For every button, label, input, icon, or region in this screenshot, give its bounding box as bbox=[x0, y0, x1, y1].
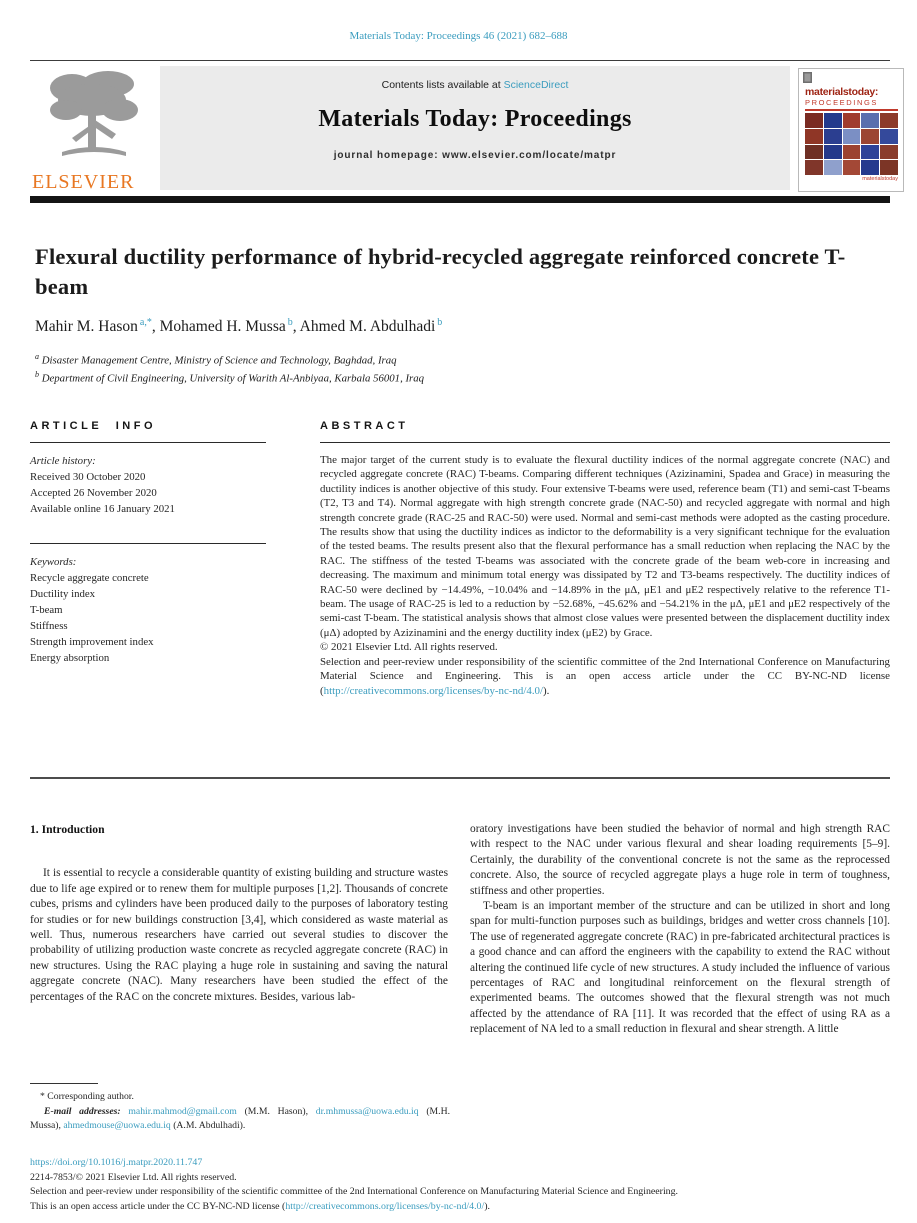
author-separator: , bbox=[292, 318, 300, 335]
intro-paragraph: It is essential to recycle a considerable quantity of existing building and structure wastes due to life age expired or to renew them for multiple purposes [1,2]. Thousands of concrete cubes, prisms and cylinders have been produced daily to the purposes of laboratory testing for studies or for new buildings construction [3,4], which considered as waste material as well. Thus, numerous researchers have carried out several studies to discover the probability of utilizing production waste concrete as recycled aggregate concrete (RAC) in new structures. Using the RAC playing a huge role in sustaining and saving the natural aggregate concrete (NAC). Many researchers have been studied the effect of the percentages of the RAC on the concrete mixtures. Besides, various lab- bbox=[30, 867, 448, 1003]
article-info-column bbox=[30, 420, 266, 666]
cover-series: PROCEEDINGS bbox=[805, 98, 879, 107]
top-rule bbox=[30, 60, 890, 61]
abstract-selection-note bbox=[320, 655, 890, 698]
corresponding-author-note: * Corresponding author. bbox=[40, 1091, 134, 1102]
page-footer bbox=[30, 1156, 890, 1214]
intro-paragraph: T-beam is an important member of the structure and can be utilized in short and long span for multi-function purposes such as buildings, bridges and wetter cross channels [10]. The use of regenerated aggregate concrete (RAC) in pre-fabricated architectural practices is a good chance and can afford the engineers with the capability to extend the RAC without altering the continued life cycle of new structures. A study included the influence of various percentages of RAC and longitudinal reinforcement on the flexural strength of experimented beams. The outcomes showed that the flexural strength was not much affected by the attendance of RA [11]. It was recorded that the effect of using RA as a replacement of NA led to a small reduction in flexural and shear strength. A little bbox=[470, 900, 890, 1036]
email-owner: (M.H. Mussa), bbox=[30, 1105, 451, 1132]
keyword: T-beam bbox=[30, 604, 63, 617]
cover-tile bbox=[880, 113, 898, 128]
history-line: Available online 16 January 2021 bbox=[30, 502, 175, 515]
cover-brand: materialstoday: bbox=[805, 86, 879, 98]
cover-tile bbox=[880, 145, 898, 160]
abstract-heading: ABSTRACT bbox=[320, 420, 409, 432]
title-block bbox=[35, 242, 870, 388]
keyword: Energy absorption bbox=[30, 651, 110, 664]
cover-caption: materialstoday bbox=[862, 176, 898, 182]
cover-tile bbox=[843, 160, 861, 175]
cover-tile bbox=[843, 129, 861, 144]
abstract-bottom-rule bbox=[30, 777, 890, 779]
history-line: Accepted 26 November 2020 bbox=[30, 486, 157, 499]
footnote-rule bbox=[30, 1083, 98, 1084]
abstract-copyright: © 2021 Elsevier Ltd. All rights reserved. bbox=[320, 641, 498, 654]
email-link[interactable]: dr.mhmussa@uowa.edu.iq bbox=[315, 1105, 419, 1117]
cover-tile bbox=[805, 145, 823, 160]
body-column-left bbox=[30, 822, 448, 1005]
journal-header bbox=[30, 64, 898, 196]
cover-tile bbox=[805, 113, 823, 128]
email-addresses bbox=[30, 1105, 450, 1134]
cover-tile bbox=[861, 129, 879, 144]
sciencedirect-link[interactable]: ScienceDirect bbox=[503, 79, 569, 91]
author-affil-sup[interactable]: a,* bbox=[139, 316, 152, 328]
footer-license-prefix: This is an open access article under the CC BY-NC-ND license ( bbox=[30, 1200, 286, 1212]
author-name: Mohamed H. Mussa bbox=[159, 318, 286, 335]
cover-tile bbox=[843, 145, 861, 160]
author-name: Mahir M. Hason bbox=[35, 318, 138, 335]
affiliations bbox=[35, 351, 870, 388]
email-owner: (A.M. Abdulhadi). bbox=[170, 1120, 246, 1132]
cover-tile bbox=[824, 160, 842, 175]
section-heading-introduction: 1. Introduction bbox=[30, 823, 105, 836]
intro-paragraph-continued: oratory investigations have been studied the behavior of normal and high strength RAC with respect to the NAC under various flexural and shear loading requirements [5–9]. Certainly, the durability of the conventional concrete is not the same as the reprocessed concrete. Also, the source of recycled aggregate plays a huge role in term of toughness, stiffness and other properties. bbox=[470, 823, 890, 897]
email-owner: (M.M. Hason), bbox=[236, 1105, 316, 1117]
affiliation-sup: b bbox=[35, 370, 39, 380]
history-line: Received 30 October 2020 bbox=[30, 470, 146, 483]
issn-copyright-line: 2214-7853/© 2021 Elsevier Ltd. All rights reserved. bbox=[30, 1171, 237, 1183]
contents-line bbox=[160, 79, 790, 91]
cover-tile bbox=[843, 113, 861, 128]
journal-banner bbox=[160, 66, 790, 190]
journal-homepage: journal homepage: www.elsevier.com/locate/matpr bbox=[333, 150, 617, 161]
footer-license-link[interactable]: http://creativecommons.org/licenses/by-nc-nd/4.0/ bbox=[285, 1200, 485, 1212]
cover-mosaic bbox=[805, 113, 898, 175]
keywords-label: Keywords: bbox=[30, 556, 77, 569]
author-footnote bbox=[30, 1083, 450, 1134]
author-separator: , bbox=[151, 318, 160, 335]
article-info-rule bbox=[30, 442, 266, 443]
abstract-rule bbox=[320, 442, 890, 443]
keyword: Ductility index bbox=[30, 588, 96, 601]
contents-prefix: Contents lists available at bbox=[381, 79, 504, 91]
cover-tile bbox=[824, 145, 842, 160]
cover-tile bbox=[805, 160, 823, 175]
keyword: Stiffness bbox=[30, 619, 68, 632]
elsevier-wordmark: ELSEVIER bbox=[32, 171, 135, 193]
author-affil-sup[interactable]: b bbox=[437, 316, 443, 328]
cover-tile bbox=[824, 113, 842, 128]
selection-suffix: ). bbox=[543, 684, 550, 697]
article-history-label: Article history: bbox=[30, 455, 96, 467]
cover-tile bbox=[861, 113, 879, 128]
keywords-rule bbox=[30, 543, 266, 544]
cover-tile bbox=[880, 129, 898, 144]
email-link[interactable]: ahmedmouse@uowa.edu.iq bbox=[63, 1120, 171, 1132]
affiliation-line bbox=[35, 369, 870, 387]
author-line bbox=[35, 317, 870, 336]
keyword: Recycle aggregate concrete bbox=[30, 572, 149, 585]
body-column-right bbox=[470, 822, 890, 1038]
footer-license-line bbox=[30, 1200, 890, 1215]
cover-tile bbox=[861, 160, 879, 175]
selection-text: Selection and peer-review under responsibility of the scientific committee of the 2nd International Conference on Manufacturing Material Science and Engineering. This is an open access article under the CC BY-NC-ND license ( bbox=[320, 655, 890, 697]
journal-cover-thumbnail[interactable] bbox=[798, 68, 904, 192]
cover-tile bbox=[824, 129, 842, 144]
footer-selection-line: Selection and peer-review under responsibility of the scientific committee of the 2nd International Conference on Manufacturing Material Science and Engineering. bbox=[30, 1186, 679, 1198]
header-separator-bar bbox=[30, 196, 890, 203]
keyword: Strength improvement index bbox=[30, 635, 154, 648]
cover-tile bbox=[880, 160, 898, 175]
email-label: E-mail addresses: bbox=[44, 1105, 129, 1117]
abstract-text: The major target of the current study is to evaluate the flexural ductility indices of the normal aggregate concrete (NAC) and recycled aggregate concrete (RAC) T-beams. Comparing different techniques (Azizinamini, Spadea and Grace) in measuring the ductility indices is another objective of this study. Four extensive T-beams were used, reference beam (T1) and semi-cast T-beams (T2, T3 and T4). Normal aggregate with high strength concrete grade (NAC-50) and recycled aggregate with normal and high strength concrete grade (RAC-25 and RAC-50) were used. Normal and semi-cast methods were adopted as the casting procedure. The results show that using the ductility indices as indictor to the deformability is a very significant technique for the evaluation of the tested beams. The results present also that the flexural performance has a small reduction when replacing the NAC by the RAC. The stiffness of the tested T-beams was associated with the concrete grade of the beam web-core in increasing and decreasing. The maximum and minimum total energy was dissipated by T2 and T3-beams respectively. The ductility indices of RAC-50 were declined by −14.49%, −10.04% and −14.89% in the μΔ, μE1 and μE2 respectively relative to the reference T1-beam. The usage of RAC-25 is led to a reduction by −52.68%, −45.62% and −54.21% in the μΔ, μE1 and μE2 respectively of the semi-cast T-beam. The statistical analysis shows that almost close values were presented between the displacement ductility index (μΔ) adopted by Azizinamini and the energy ductility index (μE2) by Grace. bbox=[320, 454, 890, 639]
email-link[interactable]: mahir.mahmod@gmail.com bbox=[128, 1105, 237, 1117]
footer-license-suffix: ). bbox=[484, 1200, 490, 1212]
cover-tile bbox=[861, 145, 879, 160]
affiliation-text: Department of Civil Engineering, University of Warith Al-Anbiyaa, Karbala 56001, Iraq bbox=[39, 372, 425, 385]
page-title: Flexural ductility performance of hybrid-recycled aggregate reinforced concrete T-beam bbox=[35, 244, 846, 299]
cover-rule bbox=[805, 109, 898, 111]
elsevier-logo bbox=[30, 66, 158, 194]
affiliation-sup: a bbox=[35, 352, 39, 361]
journal-citation: Materials Today: Proceedings 46 (2021) 682–688 bbox=[349, 30, 568, 42]
abstract-column bbox=[320, 420, 890, 698]
cover-publisher-mark-icon bbox=[803, 72, 812, 83]
license-link[interactable]: http://creativecommons.org/licenses/by-nc-nd/4.0/ bbox=[323, 684, 544, 697]
elsevier-tree-icon bbox=[42, 66, 146, 166]
journal-title: Materials Today: Proceedings bbox=[318, 106, 632, 132]
author-affil-sup[interactable]: b bbox=[287, 316, 293, 328]
cover-tile bbox=[805, 129, 823, 144]
affiliation-text: Disaster Management Centre, Ministry of Science and Technology, Baghdad, Iraq bbox=[39, 354, 397, 367]
doi-link[interactable]: https://doi.org/10.1016/j.matpr.2020.11.747 bbox=[30, 1157, 203, 1168]
article-info-heading: ARTICLE INFO bbox=[30, 420, 156, 432]
affiliation-line bbox=[35, 351, 870, 369]
author-name: Ahmed M. Abdulhadi bbox=[299, 318, 436, 335]
